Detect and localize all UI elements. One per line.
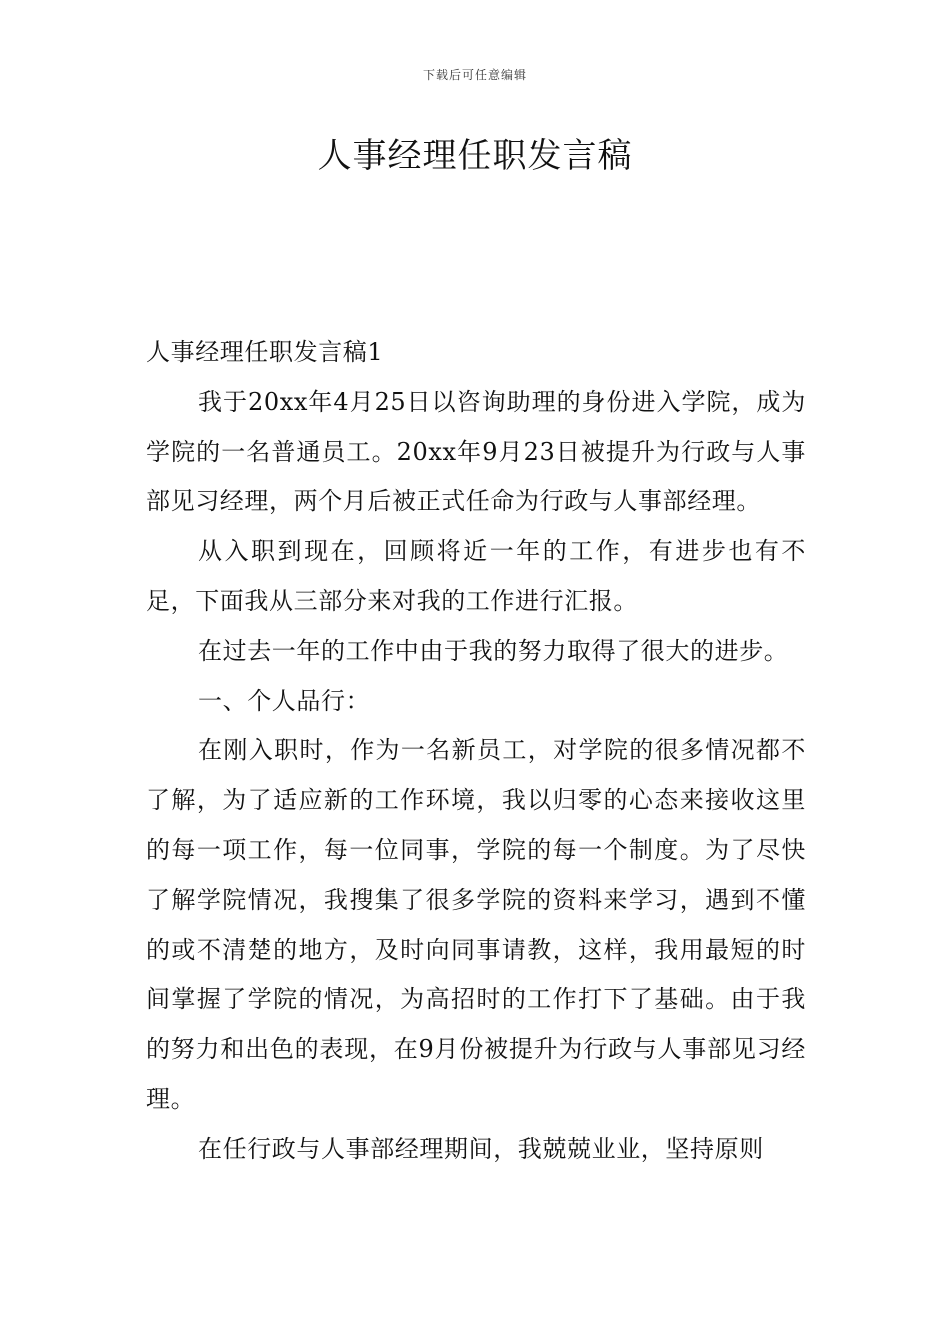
paragraph: 在过去一年的工作中由于我的努力取得了很大的进步。: [198, 636, 789, 665]
document-title: 人事经理任职发言稿: [317, 136, 633, 176]
paragraph: 我于20xx年4月25日以咨询助理的身份进入学院，成为学院的一名普通员工。20xx年9月23日被提升为行政与人事部见习经理，两个月后被正式任命为行政与人事部经理。: [146, 387, 806, 516]
paragraph: 从入职到现在，回顾将近一年的工作，有进步也有不足，下面我从三部分来对我的工作进行汇报。: [146, 537, 806, 615]
subsection-heading: 一、个人品行：: [198, 686, 371, 715]
header-note: 下载后可任意编辑: [422, 68, 527, 82]
paragraph: 在刚入职时，作为一名新员工，对学院的很多情况都不了解，为了适应新的工作环境，我以归零的心态来接收这里的每一项工作，每一位同事，学院的每一个制度。为了尽快了解学院情况，我搜集了很多学院的资料来学习，遇到不懂的或不清楚的地方，及时向同事请教，这样，我用最短的时间掌握了学院的情况，为高招时的工作打下了基础。由于我的努力和出色的表现，在9月份被提升为行政与人事部见习经理。: [146, 736, 806, 1113]
section-heading: 人事经理任职发言稿1: [146, 338, 384, 366]
document-body: [146, 328, 806, 1175]
paragraph: 在任行政与人事部经理期间，我兢兢业业，坚持原则: [198, 1134, 764, 1163]
